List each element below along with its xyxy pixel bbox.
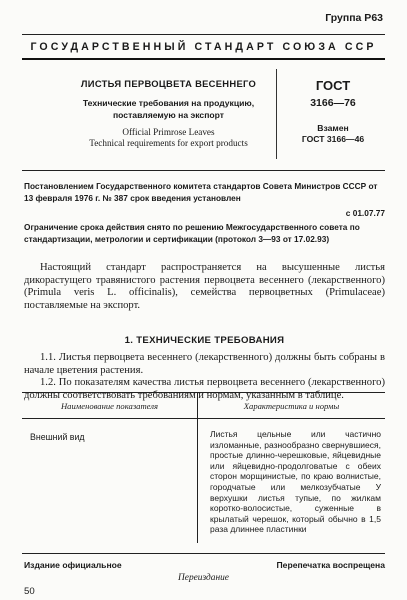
footer-rule <box>22 553 385 554</box>
page-number: 50 <box>24 586 35 597</box>
masthead-rule-top <box>22 34 385 35</box>
official-edition: Издание официальное <box>24 560 122 570</box>
gost-number: 3166—76 <box>310 97 356 109</box>
reprint-notice: Перепечатка воспрещена <box>276 560 385 570</box>
title-block <box>66 78 271 149</box>
intro-paragraph: Настоящий стандарт распространяется на высушенные листья дикорастущего травянистого растения первоцвета весеннего (лекарственного) (Primula veris L. officinalis), семейства первоцветных (Primulaceae) поставляемые на экспорт. <box>24 262 385 311</box>
column-header-norms: Характеристика и нормы <box>198 393 386 419</box>
replaces-standard: ГОСТ 3166—46 <box>301 134 365 144</box>
norm-text: Листья цельные или частично изломанные, разнообразно свернувшиеся, простые длинно-черешковые, яйцевидные или яйцевидно-продолговатые с обеих сторон морщинистые, по краю волнистые, городчатые или мелкозубчатые У верхушки листья тупые, по жилкам коротко-волосистые, суженные в крылатый черешок, который обычно в 1,5 раза длиннее пластинки <box>210 429 381 535</box>
group-code: Группа P63 <box>325 12 383 24</box>
gost-label: ГОСТ <box>315 78 351 93</box>
title-subtitle-ru: Технические требования на продукцию, поставляемую на экспорт <box>82 98 255 120</box>
clause-1-2: 1.2. По показателям качества листья первоцвета весеннего (лекарственного) должны соответствовать требованиям и нормам, указанным в таблице. <box>24 377 385 401</box>
title-english: Official Primrose Leaves Technical requirements for export products <box>89 127 248 148</box>
effective-date: с 01.07.77 <box>345 208 385 218</box>
decree-text: Постановлением Государственного комитета стандартов Совета Министров СССР от 13 февраля 1976 г. № 387 срок введения установлен <box>24 181 378 203</box>
decree-block <box>24 180 385 245</box>
product-title: ЛИСТЬЯ ПЕРВОЦВЕТА ВЕСЕННЕГО <box>80 78 257 89</box>
replaces-label: Взамен <box>317 123 349 133</box>
requirements-table <box>22 392 385 543</box>
indicator-cell: Внешний вид <box>22 419 198 544</box>
restriction-note: Ограничение срока действия снято по решению Межгосударственного совета по стандартизации, метрологии и сертификации (протокол 3—93 от 17.02.93) <box>24 222 360 244</box>
norm-cell <box>198 419 386 544</box>
title-rule-bottom <box>22 170 385 171</box>
section-title: 1. ТЕХНИЧЕСКИЕ ТРЕБОВАНИЯ <box>124 335 285 346</box>
reissue-label: Переиздание <box>178 573 229 583</box>
gost-block <box>283 78 383 144</box>
clause-1-1: 1.1. Листья первоцвета весеннего (лекарственного) должны быть собраны в начале цветения растения. <box>24 352 385 376</box>
title-divider <box>276 69 277 159</box>
masthead: ГОСУДАРСТВЕННЫЙ СТАНДАРТ СОЮЗА ССР <box>30 41 377 53</box>
table-row <box>22 419 385 544</box>
masthead-rule-bottom <box>22 58 385 60</box>
column-header-indicator: Наименование показателя <box>22 393 198 419</box>
